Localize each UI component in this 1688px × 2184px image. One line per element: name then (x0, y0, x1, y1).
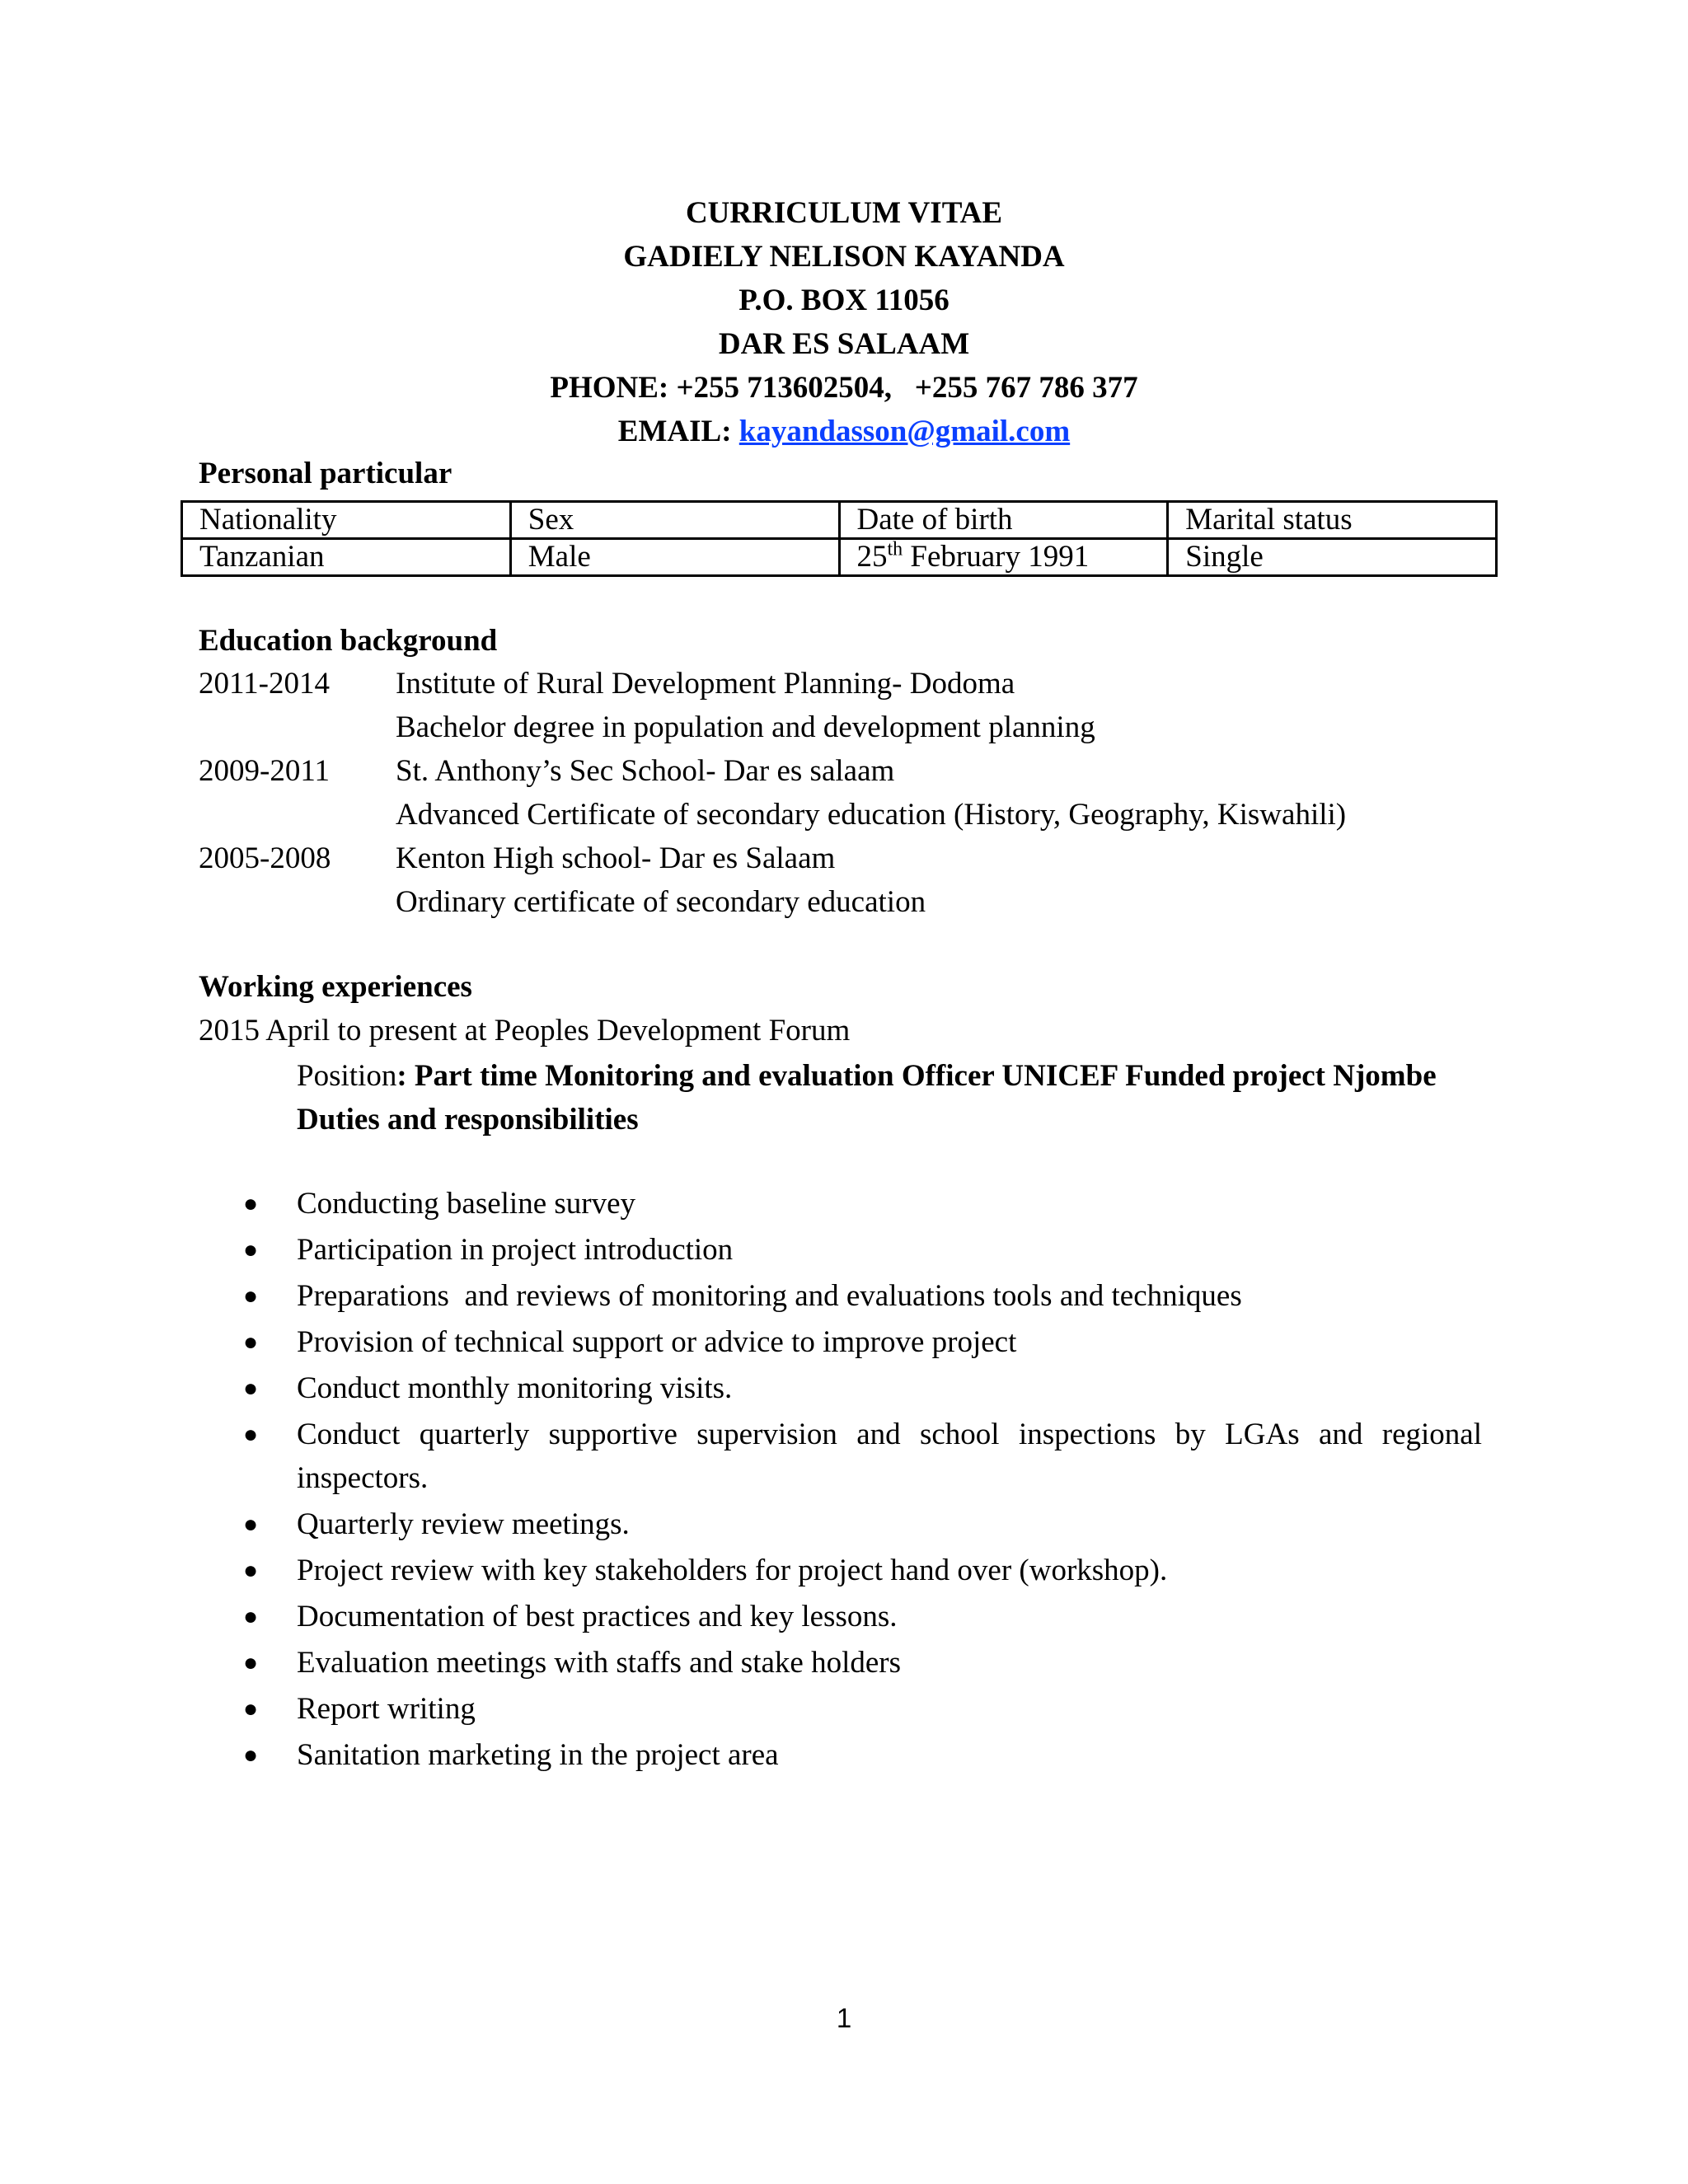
city: DAR ES SALAAM (718, 327, 970, 361)
bullet-icon: ● (243, 1282, 259, 1310)
duty-text: Provision of technical support or advice to improve project (297, 1325, 1017, 1359)
list-item (199, 1228, 1482, 1272)
duty-text: Participation in project introduction (297, 1233, 734, 1267)
dob-suffix: th (887, 538, 903, 560)
bullet-icon: ● (243, 1421, 259, 1448)
work-period: 2015 April to present at Peoples Development Forum (199, 1014, 851, 1047)
value-marital: Single (1168, 539, 1497, 576)
duty-text: Evaluation meetings with staffs and stake holders (297, 1646, 901, 1680)
personal-section-title: Personal particular (199, 457, 452, 490)
value-dob (839, 539, 1168, 576)
list-item (199, 1274, 1482, 1318)
header-dob: Date of birth (839, 502, 1168, 539)
list-item (199, 1182, 1482, 1226)
list-item (199, 1687, 1482, 1731)
education-entry (199, 837, 1550, 880)
education-section-title: Education background (199, 624, 498, 658)
duties-list (199, 1182, 1482, 1779)
list-item (199, 1320, 1482, 1364)
bullet-icon: ● (243, 1741, 259, 1769)
dob-rest: February 1991 (903, 540, 1090, 574)
value-nationality: Tanzanian (182, 539, 511, 576)
education-entry (199, 662, 1550, 705)
personal-table (181, 500, 1498, 577)
list-item (199, 1502, 1482, 1546)
value-sex: Male (510, 539, 839, 576)
document-title: CURRICULUM VITAE (685, 196, 1003, 230)
duty-text: Conduct quarterly supportive supervision and school inspections by LGAs and regional inspectors. (297, 1418, 1482, 1495)
position-value: : Part time Monitoring and evaluation Officer UNICEF Funded project Njombe (396, 1059, 1437, 1093)
list-item (199, 1366, 1482, 1410)
bullet-icon: ● (243, 1649, 259, 1676)
duty-text: Sanitation marketing in the project area (297, 1738, 779, 1772)
email-link[interactable]: kayandasson@gmail.com (738, 415, 1071, 448)
position-label: Position (297, 1059, 397, 1093)
header-sex: Sex (510, 502, 839, 539)
education-award-row (199, 880, 1550, 924)
education-award-row (199, 705, 1550, 749)
education-years: 2005-2008 (199, 841, 331, 875)
duty-text: Documentation of best practices and key lessons. (297, 1600, 898, 1633)
duty-text: Report writing (297, 1692, 476, 1726)
bullet-icon: ● (243, 1511, 259, 1538)
work-experience (199, 1009, 1493, 1141)
cv-header (0, 191, 1688, 453)
header-nationality: Nationality (182, 502, 511, 539)
list-item (199, 1549, 1482, 1592)
education-award: Advanced Certificate of secondary education (History, Geography, Kiswahili) (396, 798, 1347, 832)
education-institution: Kenton High school- Dar es Salaam (396, 841, 836, 875)
duty-text: Conduct monthly monitoring visits. (297, 1371, 733, 1405)
education-institution: St. Anthony’s Sec School- Dar es salaam (396, 754, 895, 788)
email-line (0, 410, 1688, 453)
work-section-title: Working experiences (199, 970, 472, 1004)
education-institution: Institute of Rural Development Planning- Dodoma (396, 667, 1015, 701)
po-box: P.O. BOX 11056 (738, 284, 950, 317)
bullet-icon: ● (243, 1236, 259, 1263)
education-award: Ordinary certificate of secondary education (396, 885, 926, 919)
bullet-icon: ● (243, 1557, 259, 1584)
table-header-row (182, 502, 1497, 539)
education-award: Bachelor degree in population and development planning (396, 710, 1095, 744)
bullet-icon: ● (243, 1695, 259, 1722)
bullet-icon: ● (243, 1329, 259, 1356)
work-position (199, 1054, 1493, 1098)
education-entry (199, 749, 1550, 793)
list-item (199, 1413, 1482, 1500)
header-marital: Marital status (1168, 502, 1497, 539)
education-award-row (199, 793, 1550, 837)
bullet-icon: ● (243, 1603, 259, 1630)
applicant-name: GADIELY NELISON KAYANDA (623, 240, 1065, 274)
page-number: 1 (836, 2003, 852, 2033)
bullet-icon: ● (243, 1375, 259, 1402)
education-years: 2011-2014 (199, 667, 330, 701)
dob-day: 25 (856, 540, 888, 574)
list-item (199, 1595, 1482, 1638)
duties-title: Duties and responsibilities (297, 1103, 639, 1137)
education-years: 2009-2011 (199, 754, 330, 788)
bullet-icon: ● (243, 1190, 259, 1217)
phone-line: PHONE: +255 713602504, +255 767 786 377 (550, 371, 1138, 405)
education-list (199, 662, 1550, 924)
duty-text: Quarterly review meetings. (297, 1507, 630, 1541)
email-label: EMAIL: (617, 415, 732, 448)
duty-text: Project review with key stakeholders for project hand over (workshop). (297, 1554, 1168, 1587)
duty-text: Preparations and reviews of monitoring and evaluations tools and techniques (297, 1279, 1242, 1313)
table-value-row (182, 539, 1497, 576)
duty-text: Conducting baseline survey (297, 1187, 636, 1221)
list-item (199, 1641, 1482, 1685)
list-item (199, 1733, 1482, 1777)
